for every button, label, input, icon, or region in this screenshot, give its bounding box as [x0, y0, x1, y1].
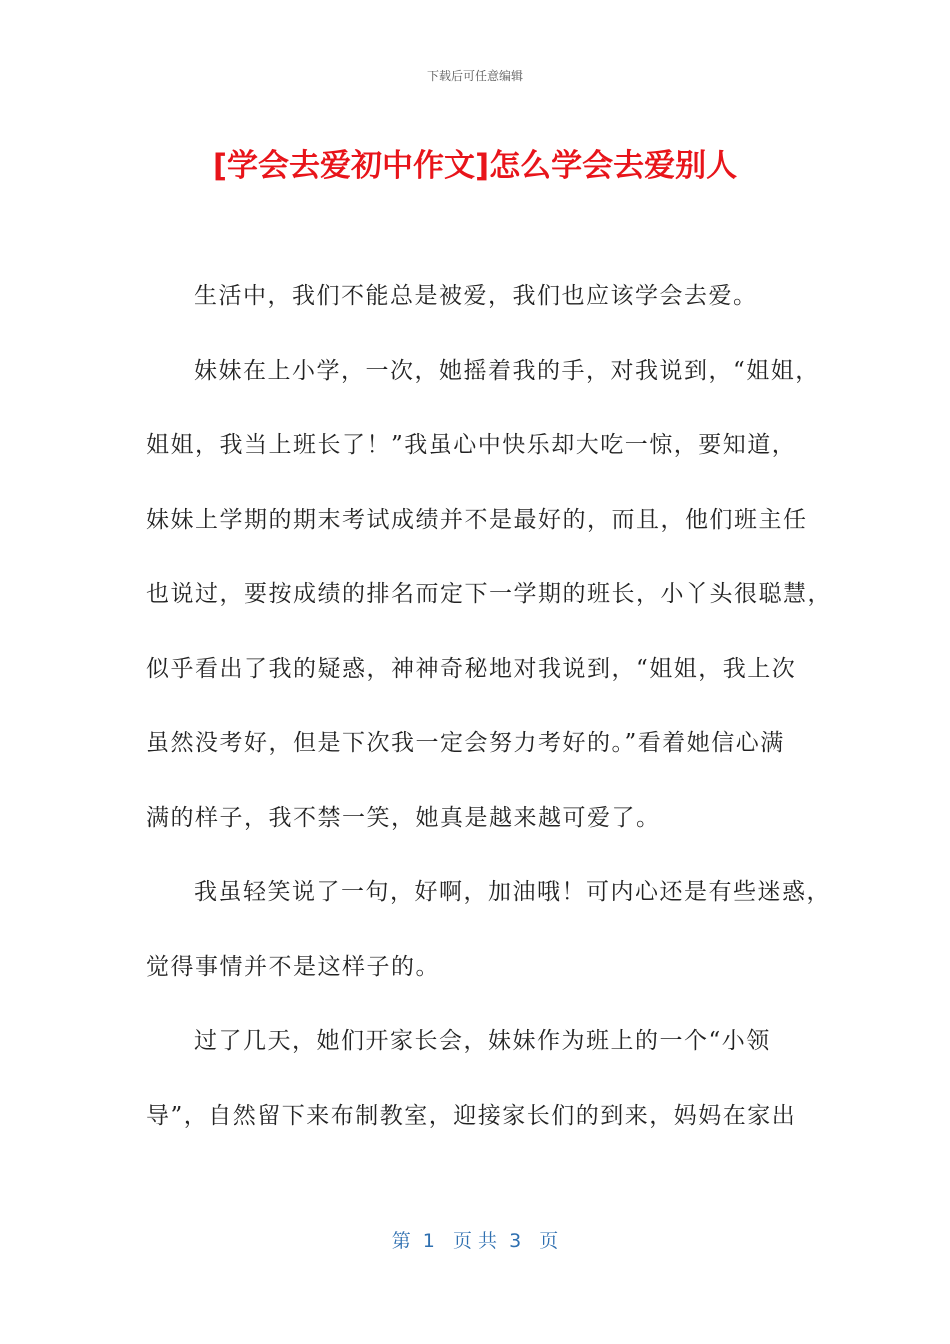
paragraph-line: 过了几天，她们开家长会，妹妹作为班上的一个“小领: [194, 1028, 771, 1054]
paragraph-line: 也说过，要按成绩的排名而定下一学期的班长，小丫头很聪慧，: [146, 581, 832, 607]
page-number-footer: 第 1 页 共 3 页: [391, 1230, 559, 1252]
paragraph-line: 姐姐，我当上班长了！”我虽心中快乐却大吃一惊，要知道，: [146, 432, 797, 458]
paragraph-line: 似乎看出了我的疑惑，神神奇秘地对我说到，“姐姐，我上次: [146, 655, 797, 682]
paragraph-line: 妹妹在上小学，一次，她摇着我的手，对我说到，“姐姐，: [194, 357, 820, 384]
paragraph-line: 我虽轻笑说了一句，好啊，加油哦！可内心还是有些迷惑，: [194, 879, 831, 905]
paragraph-line: 满的样子，我不禁一笑，她真是越来越可爱了。: [146, 804, 661, 831]
paragraph-line: 导”，自然留下来布制教室，迎接家长们的到来，妈妈在家出: [146, 1102, 797, 1129]
paragraph-line: 妹妹上学期的期末考试成绩并不是最好的，而且，他们班主任: [146, 506, 808, 533]
paragraph-line: 觉得事情并不是这样子的。: [146, 953, 440, 980]
document-title: [学会去爱初中作文]怎么学会去爱别人: [212, 148, 738, 184]
paragraph-line: 虽然没考好，但是下次我一定会努力考好的。”看着她信心满: [146, 730, 785, 756]
paragraph-line: 生活中，我们不能总是被爱，我们也应该学会去爱。: [194, 283, 758, 309]
document-body: [146, 274, 832, 1168]
header-note: 下载后可任意编辑: [426, 69, 523, 83]
